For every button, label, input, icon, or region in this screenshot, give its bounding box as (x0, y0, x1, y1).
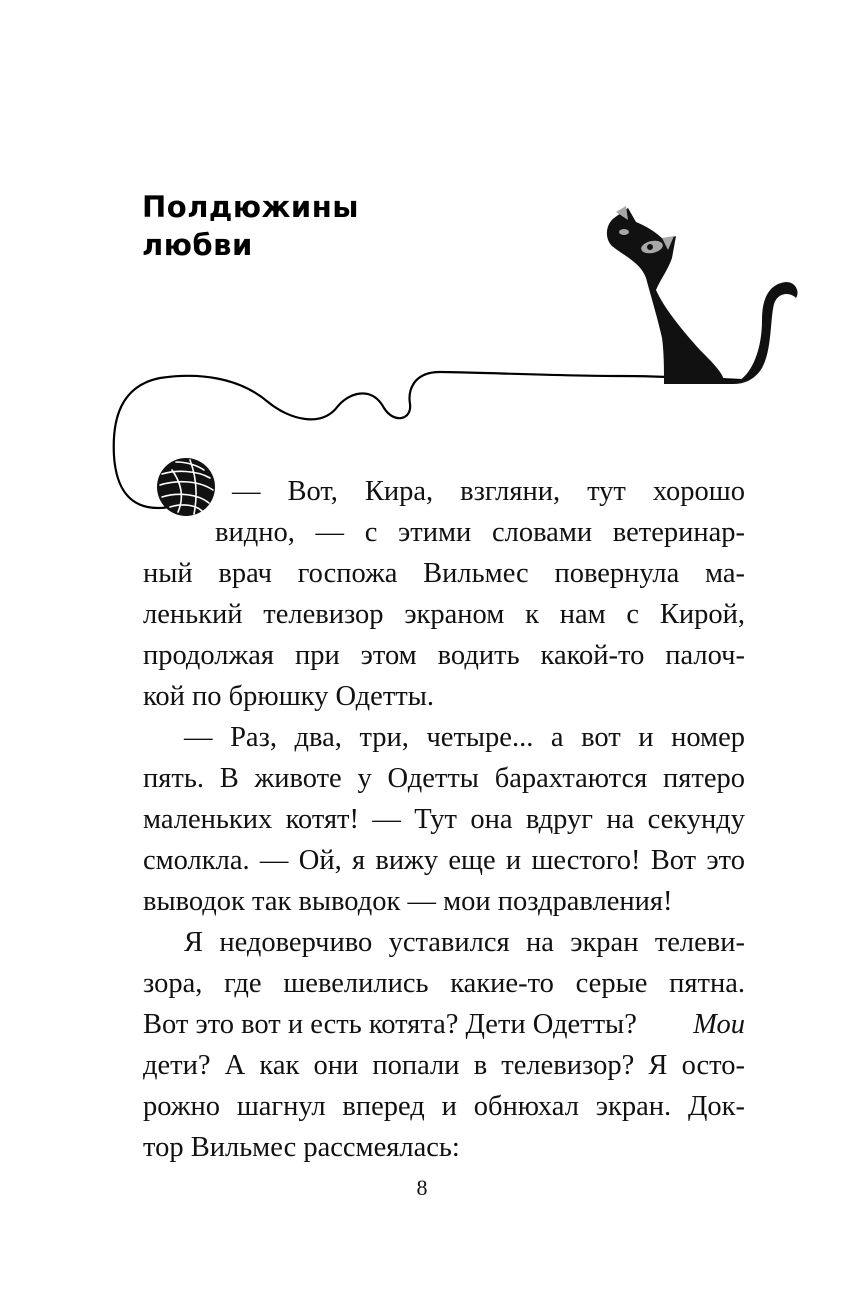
text-line: рожно шагнул вперед и обнюхал экран. Док- (143, 1091, 745, 1122)
italic-word: Мои (693, 1009, 745, 1040)
text-line: продолжая при этом водить какой-то палоч- (143, 640, 745, 671)
text-line: — Раз, два, три, четыре... а вот и номер (184, 722, 745, 753)
text-line: кой по брюшку Одетты. (143, 681, 434, 712)
text-line: тор Вильмес рассмеялась: (143, 1132, 460, 1163)
text-line: дети? А как они попали в телевизор? Я осто- (143, 1050, 745, 1081)
text-line: — Вот, Кира, взгляни, тут хорошо (232, 476, 745, 507)
text-line: ленький телевизор экраном к нам с Кирой, (143, 599, 745, 630)
text-line: ный врач госпожа Вильмес повернула ма- (143, 558, 745, 589)
text-line: пять. В животе у Одетты барахтаются пятеро (143, 763, 745, 794)
chapter-title-line-2: любви (142, 228, 253, 262)
text-line: видно, — с этими словами ветеринар- (215, 517, 745, 548)
text-line: маленьких котят! — Тут она вдруг на секунду (143, 804, 745, 835)
text-line (143, 1004, 745, 1045)
text-line: Я недоверчиво уставился на экран телеви- (184, 927, 745, 958)
page-number: 8 (416, 1175, 428, 1200)
yarn-ball-icon (157, 458, 215, 516)
chapter-title-line-1: Полдюжины (142, 190, 359, 224)
text-line: смолкла. — Ой, я вижу еще и шестого! Вот это (143, 845, 745, 876)
text-line: зора, где шевелились какие-то серые пятна. (143, 968, 745, 999)
text-line: выводок так выводок — мои поздравления! (143, 886, 673, 917)
text-line-part: Вот это вот и есть котята? Дети Одетты? (143, 1009, 637, 1040)
black-cat-icon (607, 206, 798, 384)
